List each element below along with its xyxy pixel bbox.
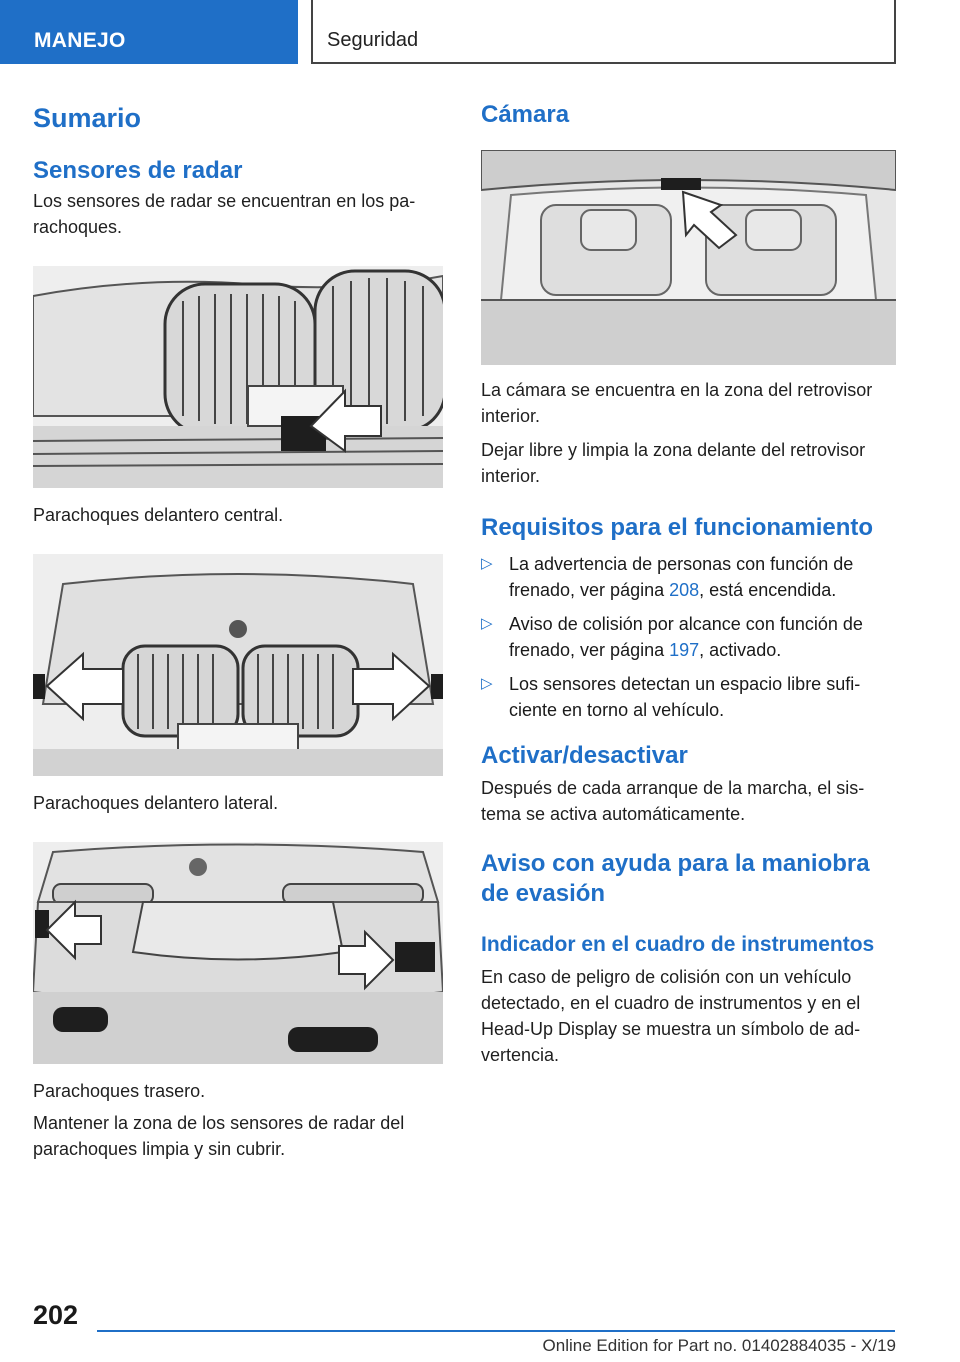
camera-location-image	[481, 150, 896, 365]
left-column	[33, 100, 443, 1162]
page-link[interactable]: 197	[669, 640, 700, 660]
chapter-title: Seguridad	[311, 0, 896, 64]
caption-front-center: Parachoques delantero central.	[33, 505, 284, 525]
radar-note: Mantener la zona de los sensores de radar del parachoques limpia y sin cubrir.	[33, 1113, 405, 1159]
list-item: ▷ La advertencia de personas con función de frenado, ver página 208, está encendida.	[481, 551, 896, 603]
triangle-bullet-icon: ▷	[481, 675, 493, 692]
caption-rear: Parachoques trasero.	[33, 1081, 206, 1101]
right-column	[481, 100, 896, 1068]
front-bumper-lateral-image	[33, 554, 443, 776]
camera-heading: Cámara	[481, 101, 570, 128]
page-title: Sumario	[33, 103, 142, 133]
requirements-heading: Requisitos para el funcionamiento	[481, 514, 874, 541]
evasion-heading: Aviso con ayuda para la maniobra de evasión	[481, 850, 870, 907]
radar-intro: Los sensores de radar se encuentran en los pa-rachoques.	[33, 191, 416, 237]
list-item: ▷ Aviso de colisión por alcance con función de frenado, ver página 197, activado.	[481, 611, 896, 663]
indicator-heading: Indicador en el cuadro de instrumentos	[481, 933, 875, 956]
camera-clean-text: Dejar libre y limpia la zona delante del retrovisor interior.	[481, 440, 866, 486]
camera-location-text: La cámara se encuentra en la zona del retrovisor interior.	[481, 380, 873, 426]
page-link[interactable]: 208	[669, 580, 700, 600]
indicator-text: En caso de peligro de colisión con un vehículo detectado, en el cuadro de instrumentos y en el Head-Up Display se muestra un símbolo de ad-vertencia.	[481, 967, 861, 1065]
list-item: ▷ Los sensores detectan un espacio libre sufi-ciente en torno al vehículo.	[481, 671, 896, 723]
edition-text: Online Edition for Part no. 01402884035 - X/19	[542, 1336, 896, 1355]
rear-bumper-image	[33, 842, 443, 1064]
activate-heading: Activar/desactivar	[481, 742, 688, 769]
activate-text: Después de cada arranque de la marcha, el sis-tema se activa automáticamente.	[481, 778, 865, 824]
radar-heading: Sensores de radar	[33, 157, 243, 184]
triangle-bullet-icon: ▷	[481, 555, 493, 572]
page-number: 202	[33, 1300, 79, 1330]
caption-front-lateral: Parachoques delantero lateral.	[33, 793, 279, 813]
triangle-bullet-icon: ▷	[481, 615, 493, 632]
section-tab: MANEJO	[0, 0, 298, 64]
front-bumper-center-image	[33, 266, 443, 488]
footer-divider	[97, 1330, 895, 1332]
requirements-list	[481, 551, 896, 723]
